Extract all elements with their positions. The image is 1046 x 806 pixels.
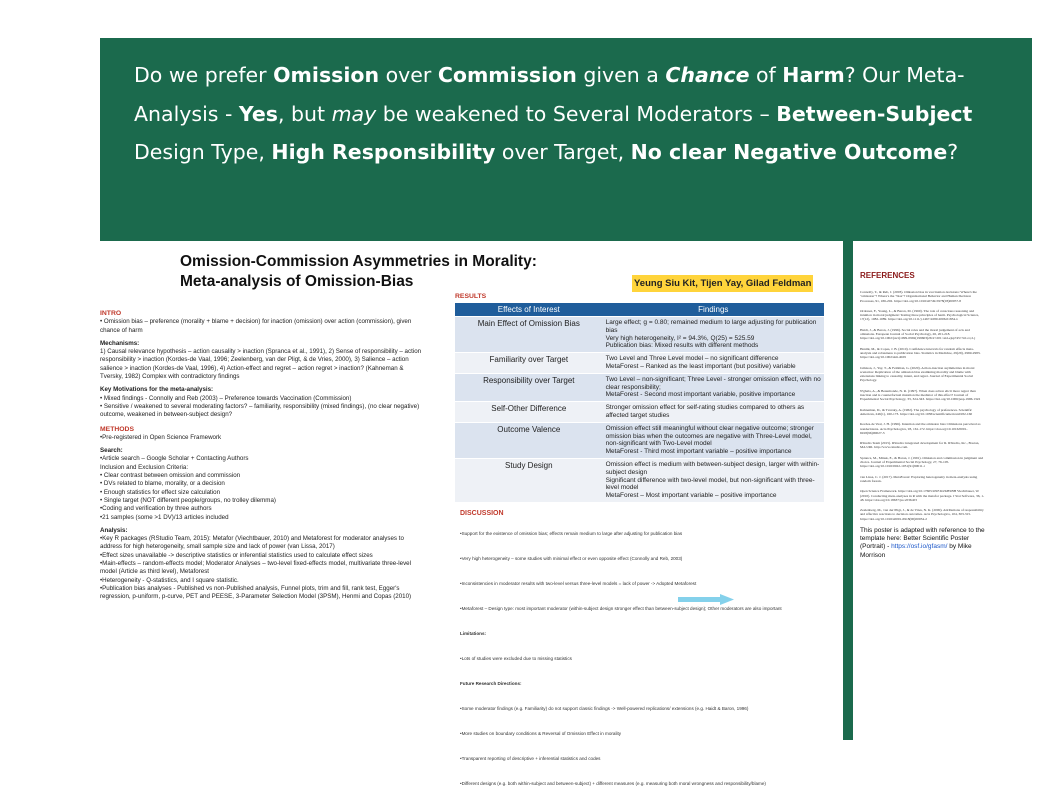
effect-cell: Main Effect of Omission Bias [455,317,603,352]
analysis-line: •Main-effects – random-effects model; Moderator Analyses – two-level fixed-effects model, multivariate three-level model (Article as third level), Metaforest [100,560,411,576]
template-suffix: by Mike Morrison [860,543,972,559]
motivation-2: • Sensitive / weakened to several moderating factors? – familiarity, responsibility (mixed findings), (no clear negative) outcome, weakened in between-subject design? [100,402,420,419]
discussion-section [460,510,830,806]
reference-item: Open Science Framework. https://doi.org/10.17605/OSF.IO/KBSBH Viechtbauer, W. (2010). Conducting meta-analyses in R with the metafor package. J Stat Software, 36, 1-48. https://doi.org/10.18637/jss.v036.i03 [860,489,985,502]
future-item: •Some moderator findings (e.g. Familiarity) do not support classic findings -> Well-powered replications/ extensions (e.g. Haidt & Baron, 1996) [460,706,749,711]
effect-cell: Outcome Valence [455,423,603,458]
search-line: •21 samples (some >1 DV)/13 articles included [100,513,229,521]
discussion-heading: DISCUSSION [460,510,504,517]
headline-segment: may [331,101,377,126]
poster-title-line1: Omission-Commission Asymmetries in Morality: [180,253,537,270]
authors: Yeung Siu Kit, Tijen Yay, Gilad Feldman [632,275,813,292]
search-list [100,455,422,521]
template-link[interactable]: https://osf.io/gfasm/ [891,543,948,551]
limitations-heading: Limitations: [460,631,487,636]
methods-heading: METHODS [100,425,134,433]
analysis-list [100,535,422,601]
headline-segment: , but [277,101,332,126]
headline-segment: of [749,63,783,87]
future-item: •Transparent reporting of descriptive + inferential statistics and codes [460,756,601,761]
reference-item: Kordes-de Vaal, J. H. (1996). Intention and the omission bias: Omissions perceived as nondecisions. Acta Psychologica, 93, 161-172. https://doi.org/10.1016/0001-6918(96)00027-3 [860,422,981,435]
search-line: Inclusion and Exclusion Criteria: [100,463,189,471]
analysis-line: •Key R packages (RStudio Team, 2015): Metafor (Viechtbauer, 2010) and Metaforest for moderator analyses to address for high heterogeneity, small sample size and lack of power (van Lissa, 2017) [100,535,404,551]
mechanisms-heading: Mechanisms: [100,339,140,347]
prereg-text: •Pre-registered in Open Science Framework [100,433,222,441]
references-heading: REFERENCES [860,271,915,280]
reference-item: Zeelenberg, M., van der Pligt, J., & de Vries, N. K. (2000). Attributions of responsibility and affective reactions to decision outcomes. Acta Psychologica, 104, 303-315. https://doi.org/10.1016/s0001-6918(00)00034-2 [860,508,984,521]
search-line: • Single target (NOT different people/groups, no trolley dilemma) [100,496,276,504]
headline-segment: given a [576,63,666,87]
intro-bullet: • Omission bias – preference (morality + blame + decision) for inaction (omission) over action (commission), given chance of harm [100,318,412,334]
headline-segment: Harm [782,63,845,87]
findings-cell: Stronger omission effect for self-rating studies compared to others as affected target studies [603,402,824,422]
results-row [455,317,824,352]
poster-title [180,252,600,292]
search-heading: Search: [100,447,123,455]
analysis-line: •Effect sizes unavailable -> descriptive statistics or inferential statistics used to calculate effect sizes [100,551,373,559]
motivations-heading: Key Motivations for the meta-analysis: [100,386,214,394]
findings-cell: Large effect; g = 0.80; remained medium to large adjusting for publication bias Very high heterogeneity, I² = 94.3%, Q(25) = 525.59 Publication bias: Mixed results with different methods [603,317,824,352]
headline-segment: Design Type, [134,140,272,164]
findings-cell: Two Level and Three Level model – no significant difference MetaForest – Ranked as the least important (but positive) variable [603,353,824,373]
reference-item: Jamison, J., Yay, T., & Feldman, G. (2020). Action-inaction asymmetries in moral scenarios: Replication of the omission bias examining morality and blame with extensions linking to causality, intent, and regret. Journal of Experimental Social Psychology. [860,365,975,383]
effect-cell: Familiarity over Target [455,353,603,373]
headline-banner [100,38,1032,241]
motivation-1: • Mixed findings - Connolly and Reb (2003) – Preference towards Vaccination (Commission) [100,394,352,402]
headline-segment: Do we prefer [134,63,274,87]
findings-cell: Two Level – non-significant; Three Level - stronger omission effect, with no clear responsibility; MetaForest - Second most important variable, positive importance [603,374,824,401]
headline-segment: over Target, [495,140,631,164]
search-line: •Coding and verification by three authors [100,505,212,513]
intro-heading: INTRO [100,310,122,317]
mechanisms-text: 1) Causal relevance hypothesis – action causality > inaction (Spranca et al., 1991), 2) Sense of responsibility – action responsibility > inaction (Kordes-de Vaal, 1996; Zeelenberg, van der Pligt, & de Vries, 2000), 3) Salience – action salience > inaction (Kordes-de Vaal, 1996), 4) Action-effect and regret – action regret > inaction? (Kahneman & Tversky, 1982) Complex with contradictory findings [100,348,422,381]
reference-item: Haidt, J., & Baron, J. (1996). Social roles and the moral judgement of acts and omissions. European Journal of Social Psychology, 26, 201-218. https://doi.org/10.1002/(sici)1099-0992(199603)26:2<201::aid-ejsp745>3.0.co;2-j [860,327,976,341]
search-line: • Enough statistics for effect size calculation [100,488,221,496]
analysis-heading: Analysis: [100,526,128,534]
headline-segment: No clear Negative Outcome [630,140,948,164]
headline-segment: Omission [273,63,380,87]
search-line: • DVs related to blame, morality, or a decision [100,480,225,488]
findings-cell: Omission effect is medium with between-subject design, larger with within-subject design Significant difference with two-level model, but non-significant with three-level model MetaForest – Most important variable – positive importance [603,459,824,502]
results-table [455,302,824,503]
headline-segment: Between-Subject [776,101,973,126]
analysis-line: •Publication bias analyses - Published vs non-Published analysis, Funnel plots, trim and fill, rank test, Egger's regression, p-uniform, p-curve, PET and PEESE, 3-Parameter Selection Model (3PSM), Henmi and Copas (2010) [100,584,412,601]
results-row [455,374,824,401]
findings-cell: Omission effect still meaningful without clear negative outcome; stronger omission bias when the outcomes are negative with Three-Level model, non-significant with Two-Level model MetaForest - Third most important variable – positive importance [603,423,824,458]
reference-item: Ordonez, F., Young, L., & Baron, M. (1960). The role of conscious reasoning and intuition in moral judgment: Testing three principles of harm. Psychological Science, 17(12), 1082-1089. https://doi.org/10.1111/j.1467-9280.2006.01834.x [860,308,980,322]
reference-item: Kahneman, D., & Tversky, A. (1982). The psychology of preferences. Scientific American, 246(1), 160-173. https://doi.org/10.1038/scientificamerican0182-160 [860,407,973,416]
results-row [455,459,824,502]
results-row [455,423,824,458]
headline-segment: ? [947,140,959,164]
search-line: •Article search – Google Scholar + Contacting Authors [100,455,249,463]
headline-segment: over [379,63,438,87]
right-arrow-icon [678,594,734,605]
discussion-item: •Metaforest – Design type: most important moderator (within-subject design stronger effect than between-subject design); Other moderators are also important [460,606,782,611]
discussion-item: •Very high heterogeneity – some studies with minimal effect or even opposite effect (Connolly and Reb, 2003) [460,556,683,561]
discussion-item: •Inconsistencies in moderator results with two-level versus three-level models = lack of power -> Adopted Metaforest [460,581,697,586]
effect-cell: Self-Other Difference [455,402,603,422]
reference-item: RStudio Team (2015). RStudio: integrated development for R. RStudio, Inc., Boston, MA URL http://www.rstudio.com. [860,441,980,450]
results-row [455,353,824,373]
template-note-text: This poster is adapted with reference to the template here: Better Scientific Poster (Portrait) - [860,526,985,551]
results-col-findings: Findings [603,303,824,316]
template-note [860,527,985,560]
poster-title-line2: Meta-analysis of Omission-Bias [180,273,414,290]
side-accent-bar [843,241,853,740]
headline-segment: Chance [665,63,750,87]
future-item: •More studies on boundary conditions & Reversal of Omission Effect in morality [460,731,622,736]
left-column [100,308,422,602]
results-row [455,402,824,422]
effect-cell: Responsibility over Target [455,374,603,401]
headline-segment: Commission [437,63,577,87]
headline-segment: High Responsibility [271,140,496,164]
future-heading: Future Research Directions: [460,681,522,686]
future-item: •Different designs (e.g. both within-subject and between-subject) + different measures (e.g. measuring both moral wrongness and responsibility/blame) [460,781,766,786]
results-heading: RESULTS [455,293,487,300]
headline-segment: Yes [238,101,278,126]
results-col-effects: Effects of Interest [455,303,603,316]
analysis-line: •Heterogeneity - Q-statistics, and I square statistic. [100,576,239,584]
search-line: • Clear contrast between omission and commission [100,472,241,480]
reference-item: N'ghala, A., & Beaumonde, N. R. (1997). When does action elicit more regret than inaction and is counterfactual mutation the mediator of this effect? Journal of Experimental Social Psychology, 33, 324-343. https://doi.org/10.1006/jesp.1996.1322 [860,388,981,402]
headline-segment: ? Our Meta-Analysis - [134,63,965,126]
references-section [860,271,985,560]
reference-item: Connolly, T., & Reb, J. (2003). Omission bias in vaccination decisions: Where's the "omission"? Where's the "bias"? Organizational Behavior and Human Decision Processes, 91, 186-202. https://doi.org/10.1016/s0749-5978(03)00057-8 [860,290,977,303]
headline-segment: be weakened to Several Moderators – [376,101,777,126]
reference-item: Henmi, M., & Copas, J. B. (2010). Confidence intervals for random effects meta-analysis and robustness to publication bias. Statistics in Medicine, 29(29), 2969-2983. https://doi.org/10.1002/sim.4029 [860,346,981,360]
headline-text [134,56,1014,172]
limitations-item: •Lots of studies were excluded due to missing statistics [460,656,572,661]
discussion-item: •Support for the existence of omission bias; effects remain medium to large after adjusting for publication bias [460,531,683,536]
reference-item: van Lissa, C. J. (2017). MetaForest: Exploring heterogeneity in meta-analysis using random forests. [860,474,978,483]
reference-item: Spranca, M., Minsk, E., & Baron, J. (1991). Omission and commission in judgment and choice. Journal of Experimental Social Psychology, 27, 76-105. https://doi.org/10.1016/0022-1031(91)90011-t [860,455,984,469]
effect-cell: Study Design [455,459,603,502]
